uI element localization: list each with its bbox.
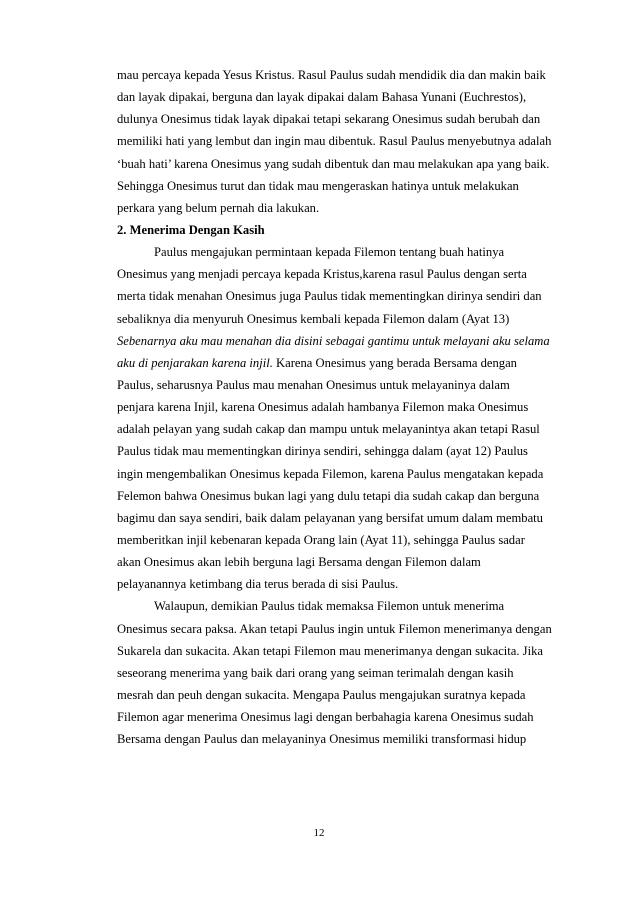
paragraph-3-line: seseorang menerima yang baik dari orang yang seiman terimalah dengan kasih bbox=[117, 665, 514, 680]
paragraph-2-line: memberitkan injil kebenaran kepada Orang lain (Ayat 11), sehingga Paulus sadar bbox=[117, 532, 525, 547]
paragraph-3-line: Bersama dengan Paulus dan melayaninya Onesimus memiliki transformasi hidup bbox=[117, 732, 527, 747]
paragraph-2-line: Felemon bahwa Onesimus bukan lagi yang dulu tetapi dia sudah cakap dan berguna bbox=[117, 488, 540, 503]
paragraph-1-line: memiliki hati yang lembut dan ingin mau dibentuk. Rasul Paulus menyebutnya adalah bbox=[117, 134, 552, 149]
paragraph-2-line: pelayanannya ketimbang dia terus berada di sisi Paulus. bbox=[117, 577, 399, 592]
paragraph-2-line: Onesimus yang menjadi percaya kepada Kristus,karena rasul Paulus dengan serta bbox=[117, 267, 527, 282]
paragraph-3-line: Walaupun, demikian Paulus tidak memaksa Filemon untuk menerima bbox=[154, 599, 505, 614]
bible-quote-line: Sebenarnya aku mau menahan dia disini sebagai gantimu untuk melayani aku selama bbox=[117, 333, 550, 348]
paragraph-2-line: sebaliknya dia menyuruh Onesimus kembali kepada Filemon dalam (Ayat 13) bbox=[117, 311, 510, 326]
paragraph-1-line: Sehingga Onesimus turut dan tidak mau mengeraskan hatinya untuk melakukan bbox=[117, 178, 519, 193]
paragraph-1-line: dan layak dipakai, berguna dan layak dipakai dalam Bahasa Yunani (Euchrestos), bbox=[117, 90, 527, 105]
paragraph-3-line: mesrah dan peuh dengan sukacita. Mengapa Paulus mengajukan suratnya kepada bbox=[117, 687, 526, 702]
bible-quote-fragment: aku di penjarakan karena injil. bbox=[117, 355, 273, 370]
paragraph-2-line: akan Onesimus akan lebih berguna lagi Bersama dengan Filemon dalam bbox=[117, 555, 481, 570]
paragraph-1-line: dulunya Onesimus tidak layak dipakai tetapi sekarang Onesimus sudah berubah dan bbox=[117, 112, 541, 127]
paragraph-2-line: Paulus, seharusnya Paulus mau menahan Onesimus untuk melayaninya dalam bbox=[117, 377, 510, 392]
paragraph-1-line: perkara yang belum pernah dia lakukan. bbox=[117, 200, 320, 215]
paragraph-2-line: bagimu dan saya sendiri, baik dalam pelayanan yang bersifat umum dalam membatu bbox=[117, 510, 543, 525]
paragraph-2-fragment: Karena Onesimus yang berada Bersama dengan bbox=[272, 355, 517, 370]
section-heading: 2. Menerima Dengan Kasih bbox=[117, 222, 265, 237]
paragraph-2-line: ingin mengembalikan Onesimus kepada Filemon, karena Paulus mengatakan kepada bbox=[117, 466, 544, 481]
paragraph-3-line: Sukarela dan sukacita. Akan tetapi Filemon mau menerimanya dengan sukacita. Jika bbox=[117, 643, 543, 658]
page-number: 12 bbox=[313, 827, 325, 839]
paragraph-2-line: Paulus mengajukan permintaan kepada Filemon tentang buah hatinya bbox=[154, 245, 505, 260]
paragraph-2-line: penjara karena Injil, karena Onesimus adalah hambanya Filemon maka Onesimus bbox=[117, 400, 529, 415]
paragraph-1-line: ‘buah hati’ karena Onesimus yang sudah dibentuk dan mau melakukan apa yang baik. bbox=[117, 156, 550, 171]
paragraph-2-mixed-line bbox=[117, 352, 562, 374]
paragraph-2-line: adalah pelayan yang sudah cakap dan mampu untuk melayanintya akan tetapi Rasul bbox=[117, 422, 540, 437]
body-text bbox=[117, 64, 562, 750]
paragraph-2-line: Paulus tidak mau mementingkan dirinya sendiri, sehingga dalam (ayat 12) Paulus bbox=[117, 444, 528, 459]
paragraph-3-line: Onesimus secara paksa. Akan tetapi Paulus ingin untuk Filemon menerimanya dengan bbox=[117, 621, 552, 636]
paragraph-2-line: merta tidak menahan Onesimus juga Paulus tidak mementingkan dirinya sendiri dan bbox=[117, 289, 542, 304]
paragraph-3-line: Filemon agar menerima Onesimus lagi dengan berbahagia karena Onesimus sudah bbox=[117, 710, 534, 725]
paragraph-1-line: mau percaya kepada Yesus Kristus. Rasul Paulus sudah mendidik dia dan makin baik bbox=[117, 68, 546, 82]
